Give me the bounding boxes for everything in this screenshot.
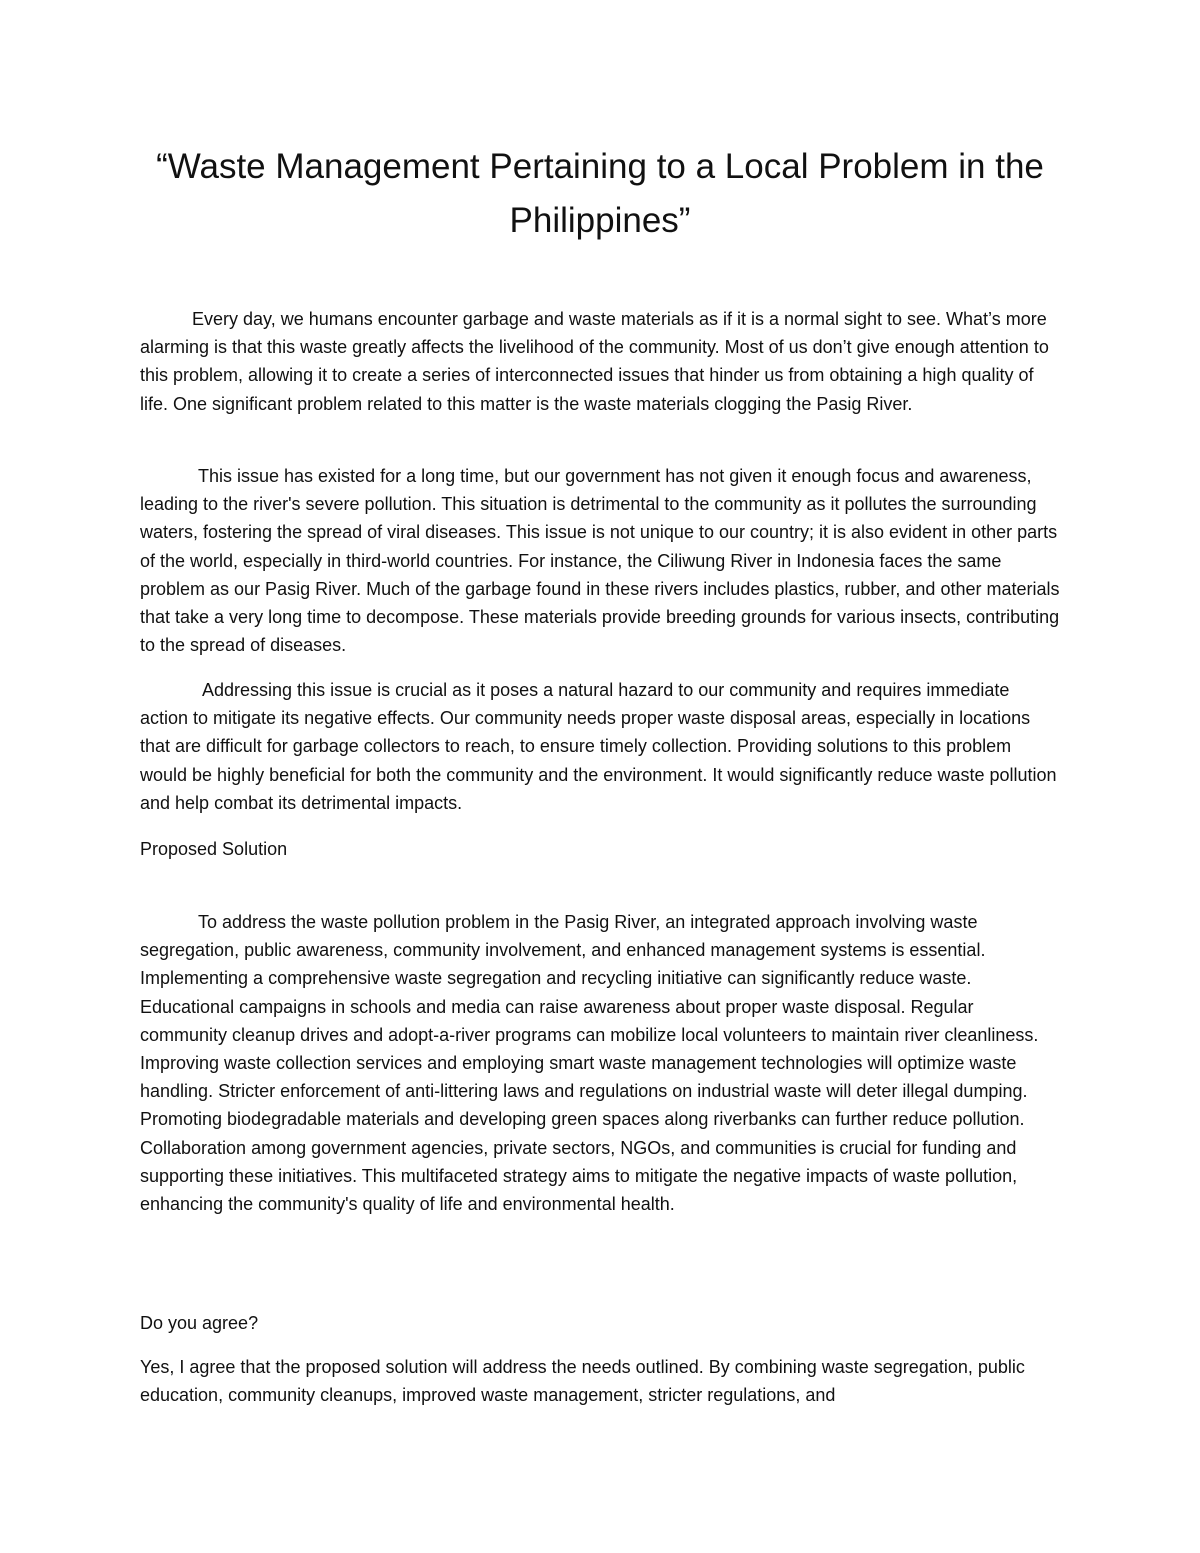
heading-proposed-solution: Proposed Solution [140, 839, 288, 859]
paragraph-answer: Yes, I agree that the proposed solution will address the needs outlined. By combining waste segregation, public education, community cleanups, improved waste management, stricter regulations, and [140, 1357, 1025, 1406]
heading-question: Do you agree? [140, 1313, 259, 1333]
document-title: “Waste Management Pertaining to a Local Problem in the Philippines” [156, 147, 1044, 240]
paragraph-issue: This issue has existed for a long time, but our government has not given it enough focus and awareness, leading to the river's severe pollution. This situation is detrimental to the community as it pollutes the surrounding waters, fostering the spread of viral diseases. This issue is not unique to our country; it is also evident in other parts of the world, especially in third-world countries. For instance, the Ciliwung River in Indonesia faces the same problem as our Pasig River. Much of the garbage found in these rivers includes plastics, rubber, and other materials that take a very long time to decompose. These materials provide breeding grounds for various insects, contributing to the spread of diseases. [140, 466, 1060, 656]
paragraph-solution: To address the waste pollution problem in the Pasig River, an integrated approach involving waste segregation, public awareness, community involvement, and enhanced management systems is essential. Implementing a comprehensive waste segregation and recycling initiative can significantly reduce waste. Educational campaigns in schools and media can raise awareness about proper waste disposal. Regular community cleanup drives and adopt-a-river programs can mobilize local volunteers to maintain river cleanliness. Improving waste collection services and employing smart waste management technologies will optimize waste handling. Stricter enforcement of anti-littering laws and regulations on industrial waste will deter illegal dumping. Promoting biodegradable materials and developing green spaces along riverbanks can further reduce pollution. Collaboration among government agencies, private sectors, NGOs, and communities is crucial for funding and supporting these initiatives. This multifaceted strategy aims to mitigate the negative impacts of waste pollution, enhancing the community's quality of life and environmental health. [140, 912, 1039, 1215]
paragraph-intro: Every day, we humans encounter garbage and waste materials as if it is a normal sight to see. What’s more alarming is that this waste greatly affects the livelihood of the community. Most of us don’t give enough attention to this problem, allowing it to create a series of interconnected issues that hinder us from obtaining a high quality of life. One significant problem related to this matter is the waste materials clogging the Pasig River. [140, 309, 1049, 414]
paragraph-addressing: Addressing this issue is crucial as it poses a natural hazard to our community and requires immediate action to mitigate its negative effects. Our community needs proper waste disposal areas, especially in locations that are difficult for garbage collectors to reach, to ensure timely collection. Providing solutions to this problem would be highly beneficial for both the community and the environment. It would significantly reduce waste pollution and help combat its detrimental impacts. [140, 680, 1057, 813]
